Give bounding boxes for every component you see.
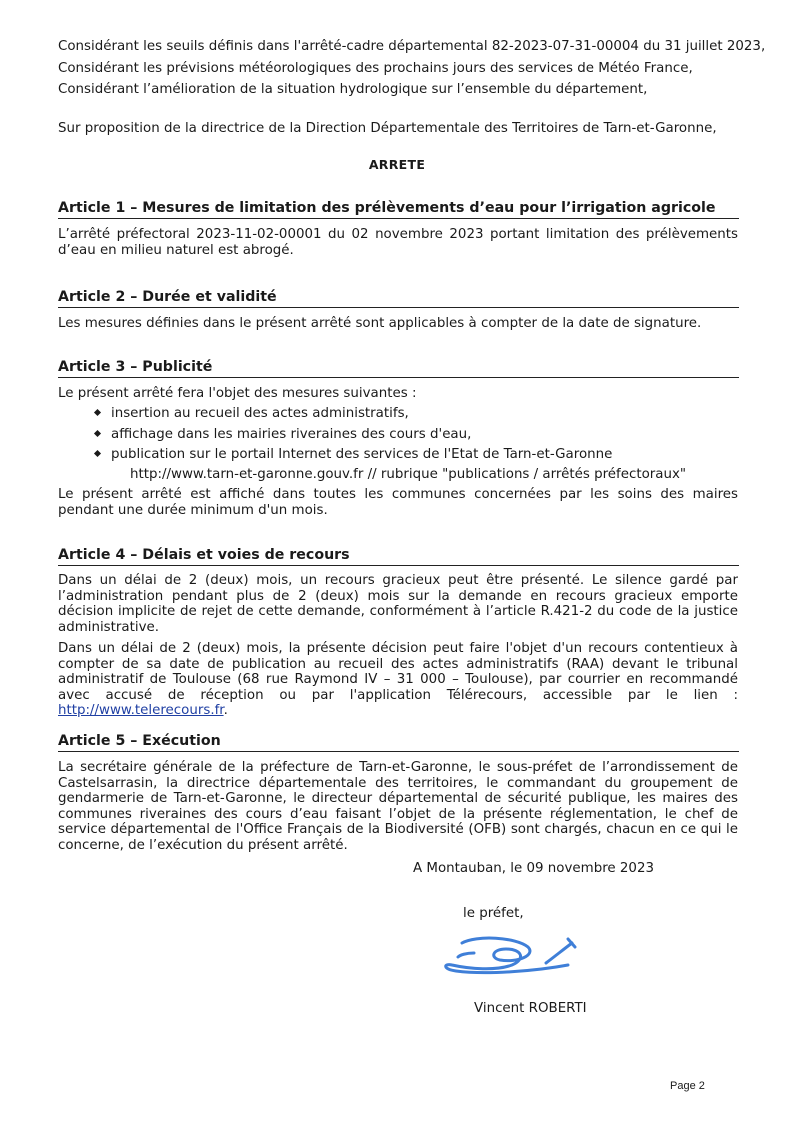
article-5-heading: Article 5 – Exécution (58, 731, 739, 752)
bullet-diamond-icon (94, 408, 101, 415)
article-2-heading: Article 2 – Durée et validité (58, 287, 739, 308)
article-4-para-2-end: . (223, 703, 228, 719)
list-item-text: publication sur le portail Internet des services de l'Etat de Tarn-et-Garonne (111, 447, 613, 462)
article-1-heading: Article 1 – Mesures de limitation des prélèvements d’eau pour l’irrigation agricole (58, 198, 739, 219)
consideration-3: Considérant l’amélioration de la situation hydrologique sur l’ensemble du département, (58, 82, 648, 97)
article-3-intro: Le présent arrêté fera l'objet des mesures suivantes : (58, 386, 417, 401)
list-item (95, 404, 409, 423)
telerecours-link[interactable]: http://www.telerecours.fr (58, 703, 224, 719)
consideration-2: Considérant les prévisions météorologiques des prochains jours des services de Météo France, (58, 61, 693, 76)
bullet-diamond-icon (94, 429, 101, 436)
list-item-text: affichage dans les mairies riveraines des cours d'eau, (111, 427, 472, 442)
handwritten-signature (436, 935, 586, 994)
article-4-para-2 (58, 641, 738, 719)
article-3-closing: Le présent arrêté est affiché dans toutes les communes concernées par les soins des maires pendant une durée minimum d'un mois. (58, 487, 738, 518)
article-3-heading: Article 3 – Publicité (58, 357, 739, 378)
arrete-title: ARRETE (368, 157, 426, 172)
bullet-diamond-icon (94, 449, 101, 456)
place-date: A Montauban, le 09 novembre 2023 (413, 861, 654, 876)
list-item-text: insertion au recueil des actes administratifs, (111, 406, 409, 421)
proposal-text: Sur proposition de la directrice de la Direction Départementale des Territoires de Tarn-et-Garonne, (58, 121, 717, 136)
article-4-heading: Article 4 – Délais et voies de recours (58, 545, 739, 566)
article-5-body: La secrétaire générale de la préfecture de Tarn-et-Garonne, le sous-préfet de l’arrondissement de Castelsarrasin, la directrice départementale des territoires, le commandant du groupement de gendarmerie de Tarn-et-Garonne, le directeur départemental de sécurité publique, les maires des communes riveraines des cours d’eau faisant l’objet de la présente réglementation, le chef de service départemental de l'Office Français de la Biodiversité (OFB) sont chargés, chacun en ce qui le concerne, de l’exécution du présent arrêté. (58, 760, 738, 853)
signatory-name: Vincent ROBERTI (474, 1001, 587, 1016)
list-item (95, 425, 471, 444)
consideration-1: Considérant les seuils définis dans l'arrêté-cadre départemental 82-2023-07-31-00004 du 31 juillet 2023, (58, 39, 766, 54)
portal-url-line: http://www.tarn-et-garonne.gouv.fr // rubrique "publications / arrêtés préfectoraux" (130, 467, 687, 482)
article-4-para-1: Dans un délai de 2 (deux) mois, un recours gracieux peut être présenté. Le silence gardé par l’administration pendant plus de 2 (deux) mois sur la demande en recours gracieux emporte décision implicite de rejet de cette demande, conformément à l’article R.421-2 du code de la justice administrative. (58, 573, 738, 635)
article-2-body: Les mesures définies dans le présent arrêté sont applicables à compter de la date de signature. (58, 316, 702, 331)
page-number: Page 2 (670, 1080, 705, 1092)
signatory-title: le préfet, (463, 906, 524, 921)
article-1-body: L’arrêté préfectoral 2023-11-02-00001 du 02 novembre 2023 portant limitation des prélèvements d’eau en milieu naturel est abrogé. (58, 227, 738, 258)
list-item (95, 445, 612, 464)
article-4-para-2-text: Dans un délai de 2 (deux) mois, la présente décision peut faire l'objet d'un recours contentieux à compter de sa date de publication au recueil des actes administratifs (RAA) devant le tribunal administratif de Toulouse (68 rue Raymond IV – 31 000 – Toulouse), par courrier en recommandé avec accusé de réception ou par l'application Télérecours, accessible par le lien : (58, 641, 738, 703)
